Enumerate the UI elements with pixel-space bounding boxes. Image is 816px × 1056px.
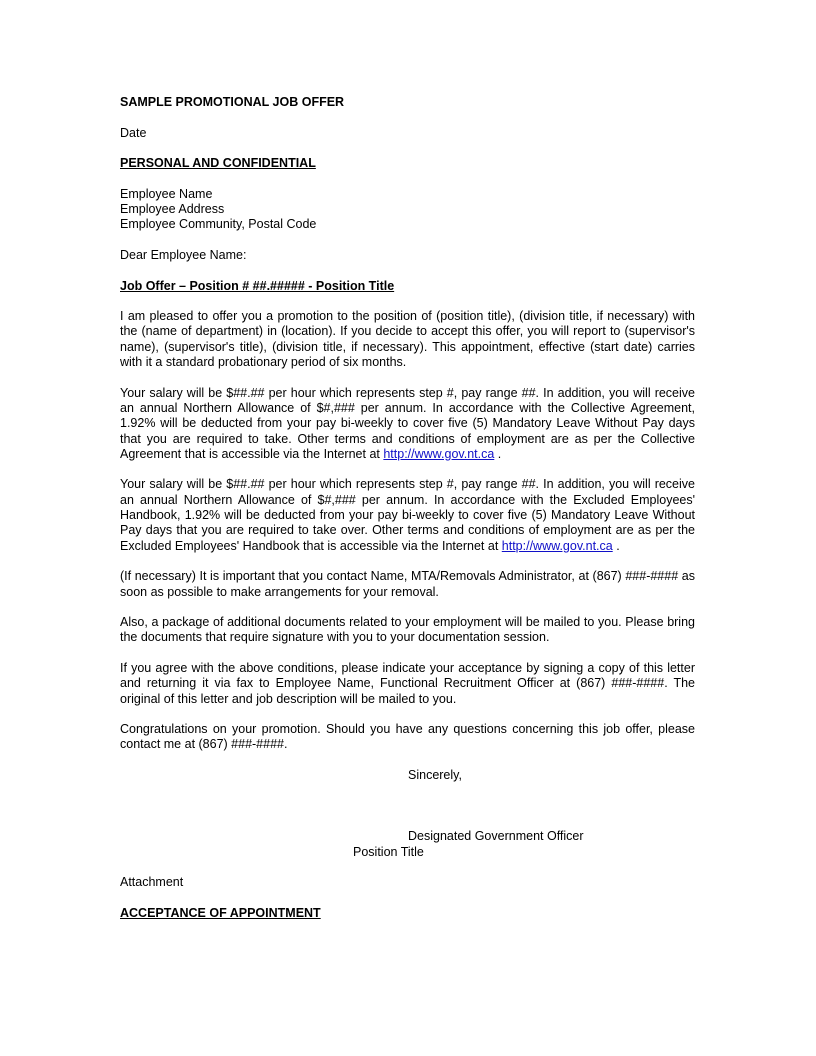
paragraph-text: Your salary will be $##.## per hour which represents step #, pay range ##. In addition, you will receive an annual Northern Allowance of $#,### per annum. In accordance with the Excluded Employees' Handbook, 1.92% will be deducted from your pay bi-weekly to cover five (5) Mandatory Leave Without Pay days that you are required to take over. Other terms and conditions of employment are as per the Excluded Employees' Handbook that is accessible via the Internet at	[120, 477, 695, 553]
letter-page	[120, 95, 695, 921]
paragraph-offer: I am pleased to offer you a promotion to the position of (position title), (division title, if necessary) with the (name of department) in (location). If you decide to accept this offer, you will report to (supervisor's name), (supervisor's title), (division title, if necessary). This appointment, effective (start date) carries with it a standard probationary period of six months.	[120, 309, 695, 370]
date-line: Date	[120, 125, 147, 140]
salutation: Dear Employee Name:	[120, 247, 247, 262]
gov-website-link[interactable]: http://www.gov.nt.ca	[383, 446, 495, 461]
address-block	[120, 187, 695, 233]
paragraph-acceptance-instructions: If you agree with the above conditions, please indicate your acceptance by signing a copy of this letter and returning it via fax to Employee Name, Functional Recruitment Officer at (867) ###-####. The original of this letter and job description will be mailed to you.	[120, 660, 695, 706]
paragraph-removals: (If necessary) It is important that you contact Name, MTA/Removals Administrator, at (867) ###-#### as soon as possible to make arrangements for your removal.	[120, 569, 695, 599]
paragraph-documents: Also, a package of additional documents related to your employment will be mailed to you. Please bring the documents that require signature with you to your documentation session.	[120, 615, 695, 645]
confidential-heading: PERSONAL AND CONFIDENTIAL	[120, 156, 316, 171]
address-line: Employee Community, Postal Code	[120, 217, 317, 232]
signer-title: Position Title	[353, 844, 424, 859]
paragraph-text: Your salary will be $##.## per hour which represents step #, pay range ##. In addition, you will receive an annual Northern Allowance of $#,### per annum. In accordance with the Collective Agreement, 1.92% will be deducted from your pay bi-weekly to cover five (5) Mandatory Leave Without Pay days that you are required to take. Other terms and conditions of employment are as per the Collective Agreement that is accessible via the Internet at	[120, 385, 695, 461]
acceptance-heading: ACCEPTANCE OF APPOINTMENT	[120, 905, 321, 920]
address-line: Employee Address	[120, 202, 225, 217]
document-title: SAMPLE PROMOTIONAL JOB OFFER	[120, 95, 345, 109]
period: .	[497, 446, 502, 461]
signer-name: Designated Government Officer	[408, 829, 584, 844]
paragraph-salary-collective	[120, 386, 695, 462]
period: .	[616, 538, 620, 553]
gov-website-link[interactable]: http://www.gov.nt.ca	[501, 538, 613, 553]
paragraph-salary-excluded	[120, 477, 695, 553]
address-line: Employee Name	[120, 186, 213, 201]
closing: Sincerely,	[408, 768, 462, 783]
attachment-note: Attachment	[120, 875, 184, 890]
subject-line: Job Offer – Position # ##.##### - Position Title	[120, 278, 395, 293]
paragraph-congratulations: Congratulations on your promotion. Should you have any questions concerning this job offer, please contact me at (867) ###-####.	[120, 722, 695, 752]
signature-space	[120, 783, 695, 829]
